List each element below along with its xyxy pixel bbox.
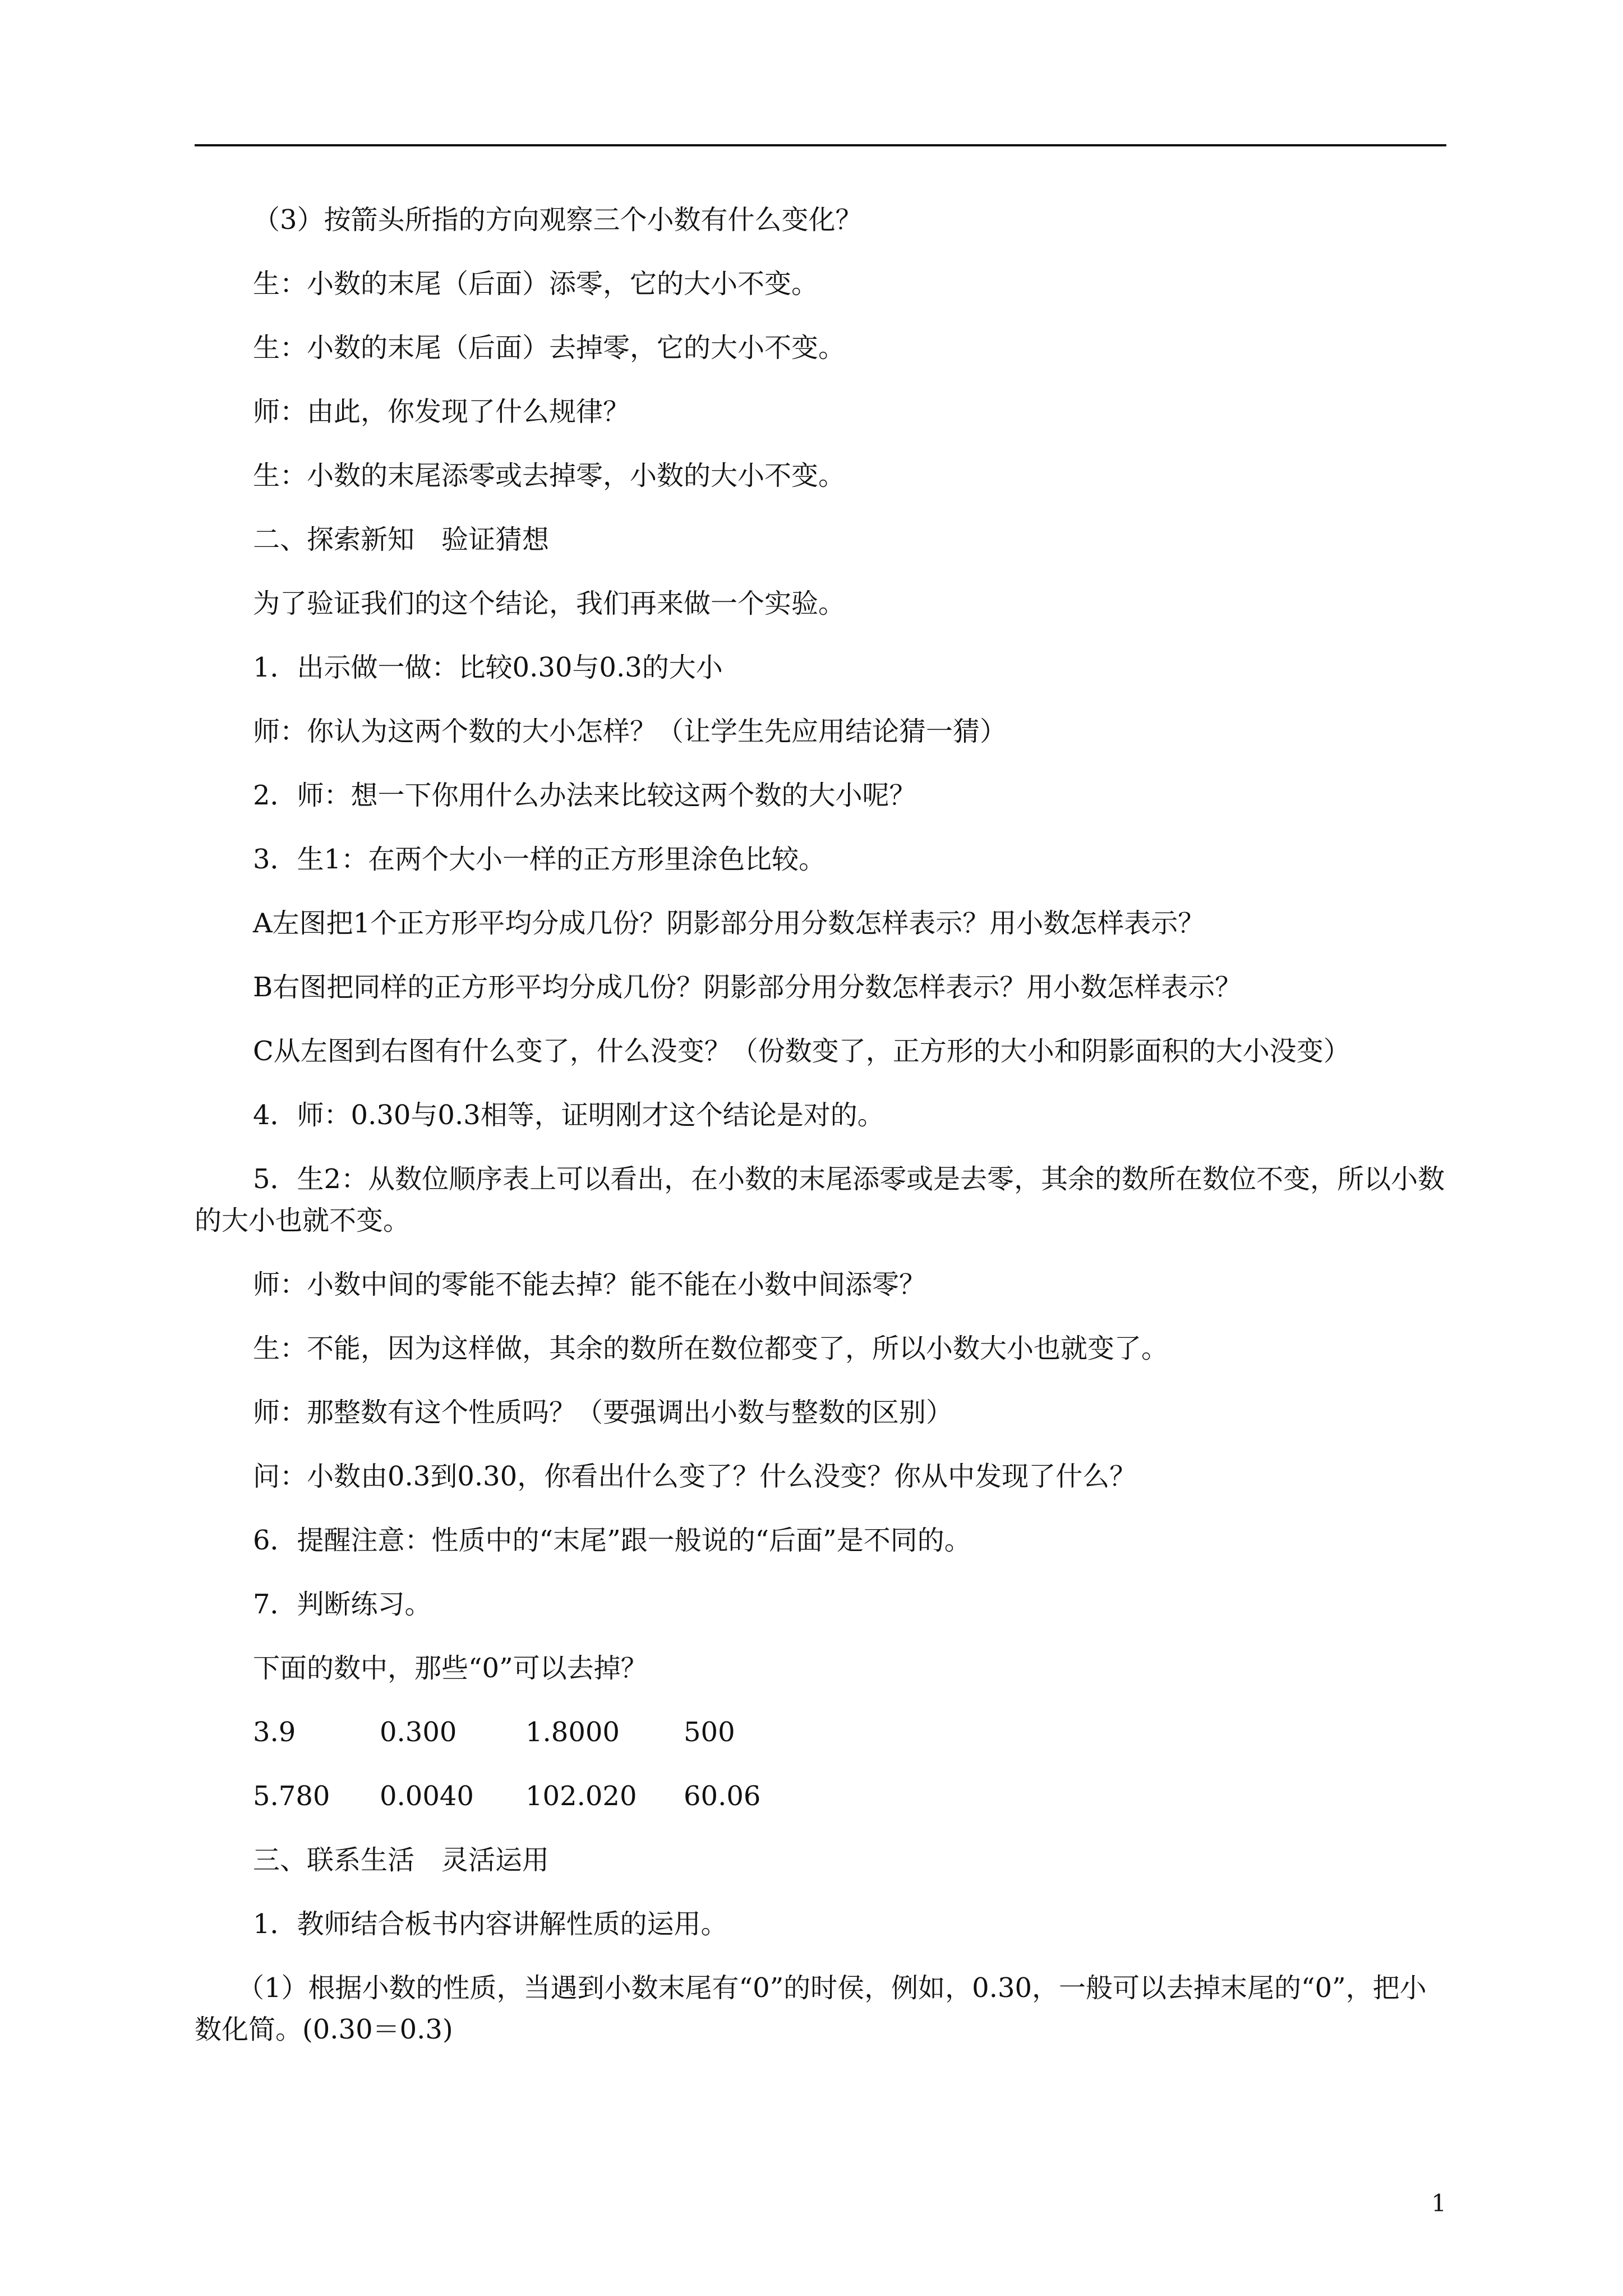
paragraph-student-add-zero: 生：小数的末尾（后面）添零，它的大小不变。 [253, 268, 819, 300]
paragraph-compare-numbers: 1．出示做一做：比较0.30与0.3的大小 [253, 652, 723, 683]
number-value: 1.8000 [525, 1717, 620, 1748]
number-value: 0.0040 [380, 1780, 474, 1812]
paragraph-square-compare: 3．生1：在两个大小一样的正方形里涂色比较。 [253, 844, 826, 875]
paragraph-right-figure: B右图把同样的正方形平均分成几份？阴影部分用分数怎样表示？用小数怎样表示？ [253, 972, 1242, 1003]
paragraph-experiment-intro: 为了验证我们的这个结论，我们再来做一个实验。 [253, 588, 846, 619]
paragraph-place-value-table: 5．生2：从数位顺序表上可以看出，在小数的末尾添零或是去零，其余的数所在数位不变，所以小数的大小也就不变。 [195, 1163, 1445, 1236]
number-value: 102.020 [525, 1780, 637, 1812]
paragraph-figure-change: C从左图到右图有什么变了，什么没变？（份数变了，正方形的大小和阴影面积的大小没变） [253, 1036, 1350, 1067]
paragraph-teacher-explains: 1．教师结合板书内容讲解性质的运用。 [253, 1908, 728, 1940]
paragraph-which-zeros: 下面的数中，那些“0”可以去掉？ [253, 1653, 648, 1684]
paragraph-method-question: 2．师：想一下你用什么办法来比较这两个数的大小呢？ [253, 780, 916, 811]
paragraph-left-figure: A左图把1个正方形平均分成几份？阴影部分用分数怎样表示？用小数怎样表示？ [253, 908, 1205, 939]
paragraph-judgement-practice: 7．判断练习。 [253, 1589, 432, 1620]
paragraph-integer-question: 师：那整数有这个性质吗？（要强调出小数与整数的区别） [253, 1397, 953, 1428]
paragraph-observe-change: （3）按箭头所指的方向观察三个小数有什么变化？ [253, 204, 863, 236]
header-rule [195, 144, 1446, 146]
number-row-2 [195, 1775, 1446, 1839]
section-heading-apply: 三、联系生活 灵活运用 [253, 1844, 550, 1876]
paragraph-middle-zero-question: 师：小数中间的零能不能去掉？能不能在小数中间添零？ [253, 1269, 926, 1300]
paragraph-note-tail: 6．提醒注意：性质中的“末尾”跟一般说的“后面”是不同的。 [253, 1525, 971, 1556]
paragraph-student-rule: 生：小数的末尾添零或去掉零，小数的大小不变。 [253, 460, 846, 491]
number-value: 60.06 [684, 1780, 761, 1812]
number-value: 5.780 [253, 1780, 330, 1812]
number-row-1 [195, 1711, 1446, 1775]
paragraph-equal-proof: 4．师：0.30与0.3相等，证明刚才这个结论是对的。 [253, 1099, 884, 1131]
number-value: 0.300 [380, 1717, 457, 1748]
document-body [195, 199, 1446, 2073]
page-number: 1 [1431, 2189, 1446, 2217]
paragraph-middle-zero-answer: 生：不能，因为这样做，其余的数所在数位都变了，所以小数大小也就变了。 [253, 1333, 1169, 1364]
paragraph-simplify-decimal: （1）根据小数的性质，当遇到小数末尾有“0”的时侯，例如，0.30，一般可以去掉末尾的“0”，把小数化简。(0.30＝0.3) [195, 1972, 1427, 2045]
paragraph-change-question: 问：小数由0.3到0.30，你看出什么变了？什么没变？你从中发现了什么？ [253, 1461, 1137, 1492]
number-value: 500 [684, 1717, 735, 1748]
paragraph-teacher-rule-question: 师：由此，你发现了什么规律？ [253, 396, 630, 427]
section-heading-explore: 二、探索新知 验证猜想 [253, 524, 550, 555]
number-value: 3.9 [253, 1717, 296, 1748]
paragraph-teacher-guess: 师：你认为这两个数的大小怎样？（让学生先应用结论猜一猜） [253, 716, 1007, 747]
paragraph-student-remove-zero: 生：小数的末尾（后面）去掉零，它的大小不变。 [253, 332, 846, 364]
